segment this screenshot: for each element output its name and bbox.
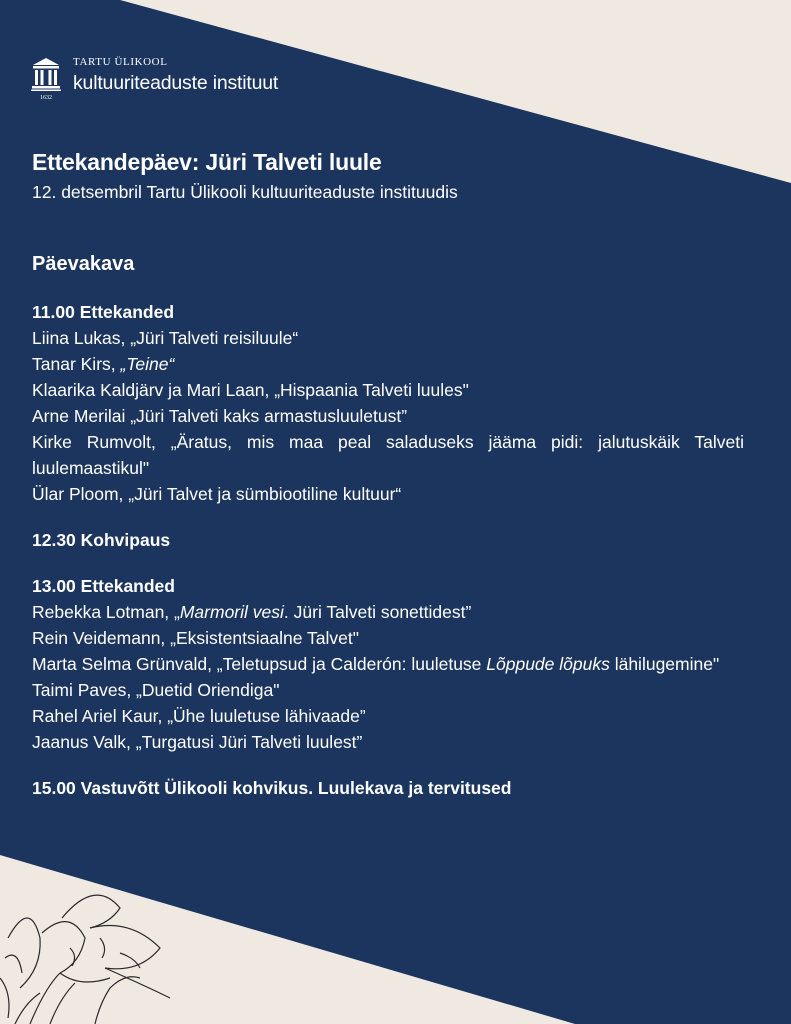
talk-item: Marta Selma Grünvald, „Teletupsud ja Calderón: luuletuse Lõppude lõpuks lähilugemine" [32, 654, 720, 674]
session-afternoon [32, 573, 744, 755]
talk-item: Kirke Rumvolt, „Äratus, mis maa peal saladuseks jääma pidi: jalutuskäik Talveti luulemaastikul" [32, 432, 744, 478]
talk-item: Tanar Kirs, „Teine“ [32, 354, 175, 374]
reception-time: 15.00 Vastuvõtt Ülikooli kohvikus. Luulekava ja tervitused [32, 778, 512, 798]
talk-item: Arne Merilai „Jüri Talveti kaks armastusluuletust” [32, 406, 408, 426]
talk-item: Ülar Ploom, „Jüri Talvet ja sümbiootiline kultuur“ [32, 484, 402, 504]
session-morning [32, 299, 744, 507]
flower-illustration-icon [0, 878, 180, 1024]
agenda-heading: Päevakava [32, 253, 135, 275]
session-time: 13.00 Ettekanded [32, 576, 175, 596]
logo-year: 1632 [40, 95, 52, 100]
talk-item: Klaarika Kaldjärv ja Mari Laan, „Hispaania Talveti luules" [32, 380, 469, 400]
talk-item: Rebekka Lotman, „Marmoril vesi. Jüri Talveti sonettidest” [32, 602, 472, 622]
break-time: 12.30 Kohvipaus [32, 530, 171, 550]
talk-item: Liina Lukas, „Jüri Talveti reisiluule“ [32, 328, 299, 348]
talk-item: Taimi Paves, „Duetid Oriendiga" [32, 680, 280, 700]
reception [32, 775, 744, 801]
event-title: Ettekandepäev: Jüri Talveti luule [32, 149, 382, 175]
university-name: TARTU ÜLIKOOL [73, 56, 168, 68]
event-content [32, 145, 744, 801]
talk-item: Jaanus Valk, „Turgatusi Jüri Talveti luulest” [32, 732, 363, 752]
talk-item: Rahel Ariel Kaur, „Ühe luuletuse lähivaade” [32, 706, 366, 726]
university-building-icon [31, 56, 61, 100]
coffee-break [32, 527, 744, 553]
session-time: 11.00 Ettekanded [32, 302, 175, 322]
talk-item: Rein Veidemann, „Eksistentsiaalne Talvet" [32, 628, 359, 648]
institute-name: kultuuriteaduste instituut [73, 72, 279, 94]
event-subtitle: 12. detsembril Tartu Ülikooli kultuuriteaduste instituudis [32, 182, 458, 202]
